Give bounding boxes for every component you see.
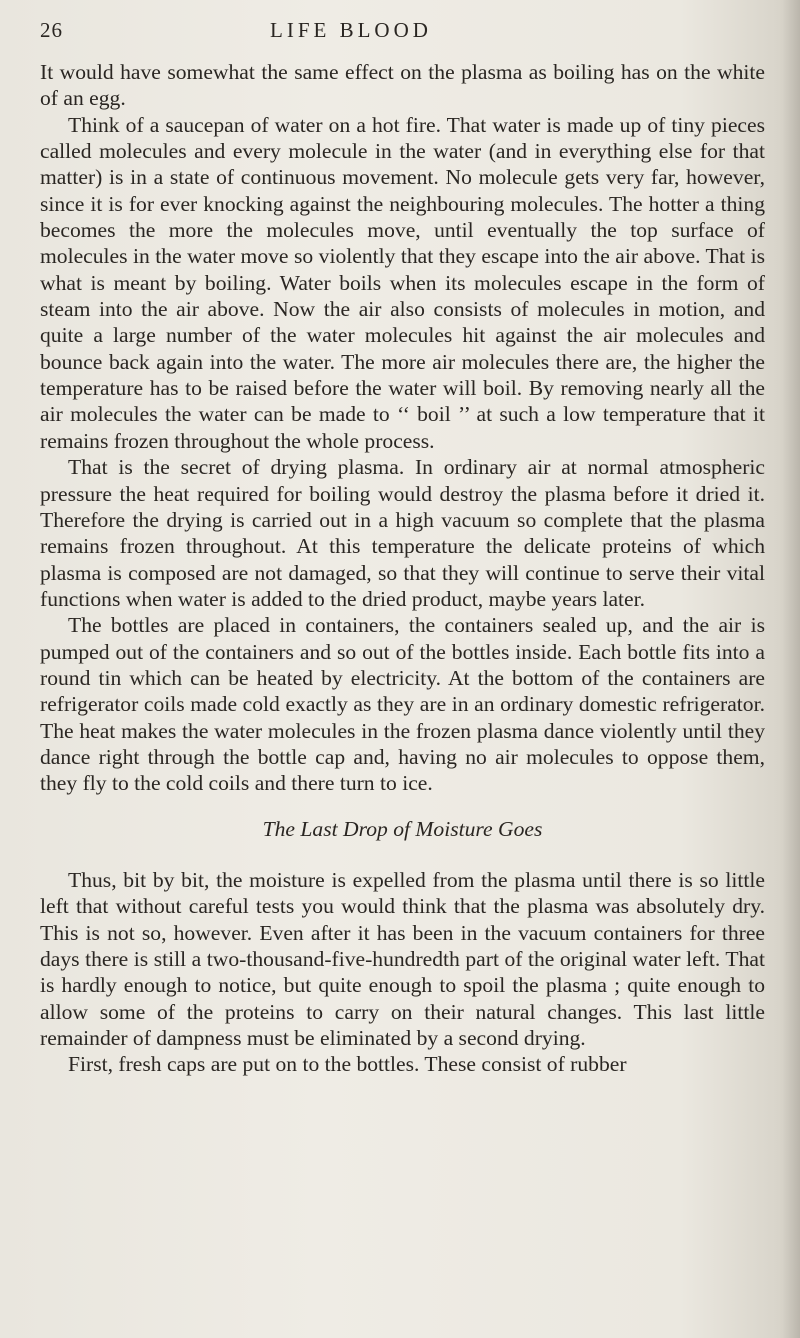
page-number: 26 <box>40 18 63 42</box>
paragraph: That is the secret of drying plasma. In ordinary air at normal atmospheric pressure the heat required for boiling would destroy the plasma before it dried it. Therefore the drying is carried out in a high vacuum so complete that the plasma remains frozen throughout. At this temperature the delicate proteins of which plasma is composed are not damaged, so that they will continue to serve their vital functions when water is added to the dried product, maybe years later. <box>40 455 765 611</box>
paragraph: Think of a saucepan of water on a hot fire. That water is made up of tiny pieces called molecules and every molecule in the water (and in everything else for that matter) is in a state of continuous movement. No molecule gets very far, however, since it is for ever knocking against the neighbouring molecules. The hotter a thing becomes the more the molecules move, until eventually the top surface of molecules in the water move so violently that they escape into the air above. That is what is meant by boiling. Water boils when its molecules escape in the form of steam into the air above. Now the air also consists of molecules in motion, and quite a large number of the water molecules hit against the air molecules and bounce back again into the water. The more air molecules there are, the higher the temperature has to be raised before the water will boil. By removing nearly all the air molecules the water can be made to ‘‘ boil ’’ at such a low temperature that it remains frozen throughout the whole process. <box>40 112 765 453</box>
paragraph: The bottles are placed in containers, the containers sealed up, and the air is pumped out of the containers and so out of the bottles inside. Each bottle fits into a round tin which can be heated by electricity. At the bottom of the containers are refrigerator coils made cold exactly as they are in an ordinary domestic refrigerator. The heat makes the water molecules in the frozen plasma dance violently until they dance right through the bottle cap and, having no air molecules to oppose them, they fly to the cold coils and there turn to ice. <box>40 613 765 796</box>
running-head: LIFE BLOOD <box>270 18 432 42</box>
paragraph: First, fresh caps are put on to the bottles. These consist of rubber <box>68 1052 627 1077</box>
page-header <box>40 14 760 44</box>
body-text <box>40 59 765 1078</box>
paragraph: Thus, bit by bit, the moisture is expelled from the plasma until there is so little left that without careful tests you would think that the plasma was absolutely dry. This is not so, however. Even after it has been in the vacuum containers for three days there is still a two-thousand-five-hundredth part of the original water left. That is hardly enough to notice, but quite enough to spoil the plasma ; quite enough to allow some of the proteins to carry on their natural changes. This last little remainder of dampness must be eliminated by a second drying. <box>40 867 765 1051</box>
section-heading: The Last Drop of Moisture Goes <box>262 816 543 841</box>
page-edge-shadow <box>782 0 800 1338</box>
paragraph: It would have somewhat the same effect on the plasma as boiling has on the white of an egg. <box>40 60 765 111</box>
